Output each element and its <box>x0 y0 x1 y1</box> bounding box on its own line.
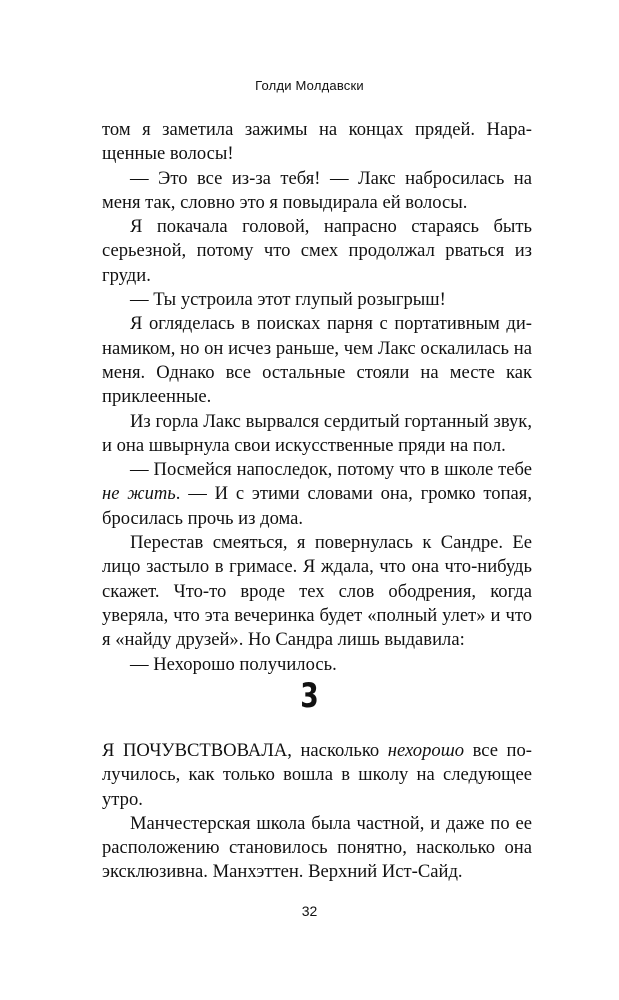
emphasis-text: нехорошо <box>387 740 465 761</box>
paragraph <box>102 531 532 652</box>
paragraph <box>102 739 532 812</box>
paragraph <box>102 410 532 459</box>
paragraph-text: Манчестерская школа была частной, и даже по ее расположению становилось понятно, насколько она эксклюзивна. Манхэттен. Верхний Ист-Сайд. <box>102 812 532 883</box>
paragraph-text: Перестав смеяться, я повернулась к Сандре. Ее лицо застыло в гримасе. Я ждала, что она что-нибудь скажет. Что-то вроде тех слов ободрения, когда уверяла, что эта вечеринка будет «полный улет» и что я «найду друзей». Но Сандра лишь выдавила: <box>102 532 532 651</box>
text-block-top <box>102 118 532 677</box>
paragraph <box>102 167 532 216</box>
paragraph <box>102 458 532 531</box>
paragraph-text: — Посмейся напоследок, потому что в школе тебе <box>130 459 532 481</box>
paragraph-text: Я ПОЧУВСТВОВАЛА, насколько <box>102 740 388 761</box>
paragraph-text: все получилось, как только вошла в школу на следующее утро. <box>102 740 532 810</box>
text-block-bottom <box>102 739 532 885</box>
paragraph <box>102 312 532 409</box>
paragraph-text: Из горла Лакс вырвался сердитый гортанный звук, и она швырнула свои искусственные пряди на пол. <box>102 410 532 456</box>
paragraph <box>102 118 532 167</box>
running-head: Голди Молдавски <box>255 78 364 93</box>
emphasis-text: не жить <box>102 483 176 505</box>
paragraph-text: — Ты устроила этот глупый розыгрыш! <box>130 289 446 311</box>
paragraph <box>102 653 532 677</box>
paragraph-text: Я покачала головой, напрасно стараясь быть серьезной, потому что смех продолжал рваться из груди. <box>102 216 532 286</box>
paragraph <box>102 812 532 885</box>
paragraph-text: — Это все из-за тебя! — Лакс набросилась на меня так, словно это я повыдирала ей волосы. <box>102 167 532 213</box>
paragraph-text: . — И с этими словами она, громко топая, бросилась прочь из дома. <box>102 483 532 529</box>
page-number: 32 <box>301 903 318 919</box>
paragraph-text: — Нехорошо получилось. <box>130 653 337 675</box>
paragraph-text: Я огляделась в поисках парня с портативным динамиком, но он исчез раньше, чем Лакс оскалилась на меня. Однако все остальные стояли на месте как приклеенные. <box>102 313 532 408</box>
paragraph <box>102 215 532 288</box>
chapter-number: 3 <box>300 676 319 716</box>
paragraph <box>102 288 532 312</box>
paragraph-text: том я заметила зажимы на концах прядей. Наращенные волосы! <box>102 119 532 165</box>
